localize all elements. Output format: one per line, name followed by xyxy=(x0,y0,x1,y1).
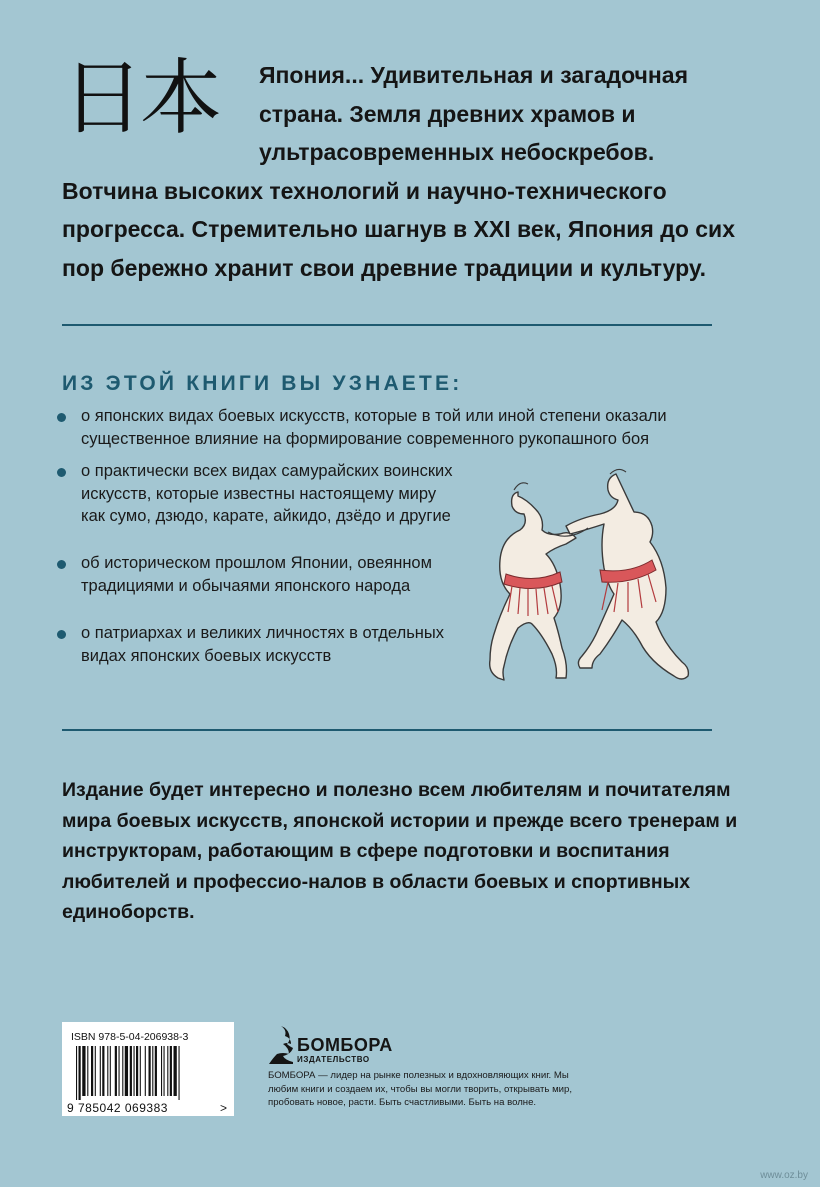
barcode xyxy=(62,1022,234,1116)
bombora-logo-icon xyxy=(268,1024,294,1066)
intro-paragraph xyxy=(62,51,742,287)
list-item xyxy=(57,552,457,597)
intro-rest: Вотчина высоких технологий и научно-технического прогресса. Стремительно шагнув в XXI век, Япония до сих пор бережно хранит свои древние традиции и культуру. xyxy=(62,177,735,281)
intro-first-lines: Япония... Удивительная и загадочная страна. Земля древних храмов и ультрасовременных небоскребов. xyxy=(259,62,689,165)
bullet-icon xyxy=(57,560,66,569)
list-item xyxy=(57,405,737,450)
publisher-blurb: БОМБОРА — лидер на рынке полезных и вдохновляющих книг. Мы любим книги и создаем их, чтобы вы могли творить, открывать мир, пробовать новое, расти. Быть счастливыми. Быть на волне. xyxy=(268,1070,573,1108)
outro-paragraph: Издание будет интересно и полезно всем любителям и почитателям мира боевых искусств, японской истории и прежде всего тренерам и инструкторам, работающим в сфере подготовки и воспитания любителей и профессио-налов в области боевых и спортивных единоборств. xyxy=(62,779,738,923)
sumo-wrestlers-illustration xyxy=(488,462,726,694)
watermark: www.oz.by xyxy=(760,1170,808,1181)
list-item xyxy=(57,460,457,528)
bullet-icon xyxy=(57,630,66,639)
divider-bottom xyxy=(62,729,712,731)
list-item-text: о практически всех видах самурайских воинских искусств, которые известны настоящему миру как сумо, дзюдо, карате, айкидо, дзёдо и другие xyxy=(81,462,453,525)
learn-heading: ИЗ ЭТОЙ КНИГИ ВЫ УЗНАЕТЕ: xyxy=(62,372,463,395)
list-item-text: о патриархах и великих личностях в отдельных видах японских боевых искусств xyxy=(81,624,445,665)
bullet-icon xyxy=(57,413,66,422)
list-item-text: о японских видах боевых искусств, которые в той или иной степени оказали существенное влияние на формирование современного рукопашного боя xyxy=(81,407,667,448)
barcode-arrow: > xyxy=(220,1101,228,1115)
publisher-subtitle: ИЗДАТЕЛЬСТВО xyxy=(297,1055,370,1064)
barcode-digits: 9 785042 069383 xyxy=(67,1101,168,1115)
list-item-text: об историческом прошлом Японии, овеянном традициями и обычаями японского народа xyxy=(81,554,432,595)
isbn-label: ISBN 978-5-04-206938-3 xyxy=(71,1031,189,1043)
divider-top xyxy=(62,324,712,326)
bullet-icon xyxy=(57,468,66,477)
title-kanji: 日本 xyxy=(62,51,219,146)
barcode-bars xyxy=(70,1046,226,1100)
list-item xyxy=(57,622,457,667)
publisher-name: БОМБОРА xyxy=(297,1035,393,1055)
